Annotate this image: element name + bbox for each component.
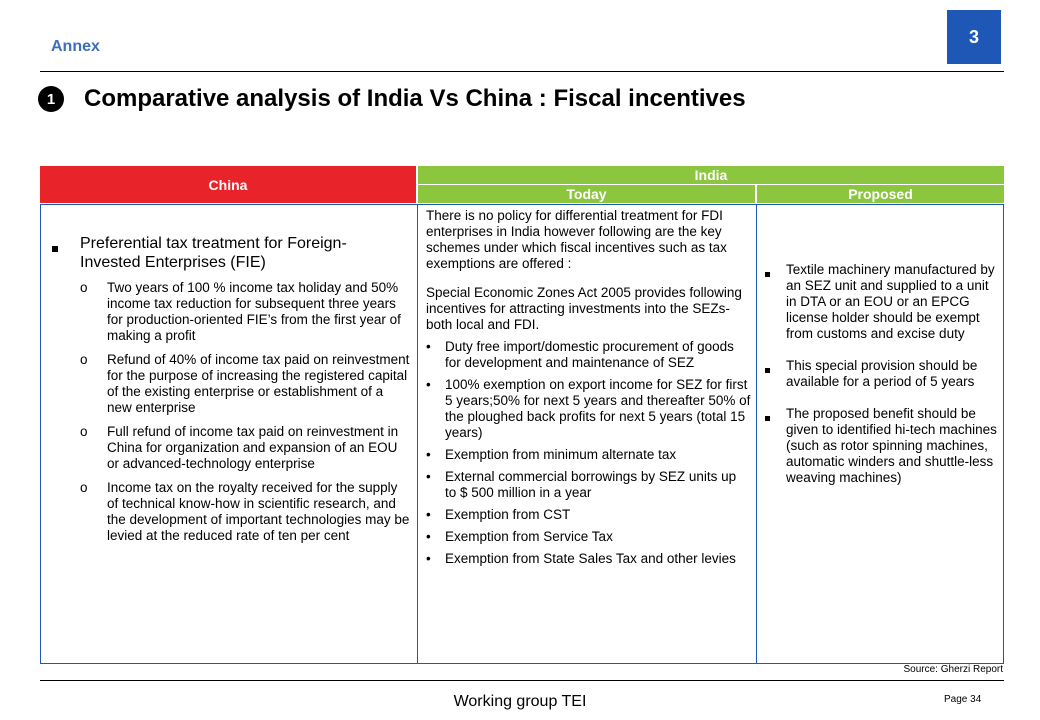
- china-main-bullet: [52, 234, 407, 272]
- today-list: [426, 339, 751, 567]
- list-item-text: Exemption from State Sales Tax and other levies: [445, 551, 736, 566]
- list-item-text: Income tax on the royalty received for the supply of technical know-how in scientific research, and the development of important technologies may be levied at the reduced rate of ten per cent: [107, 480, 410, 543]
- list-item-text: Two years of 100 % income tax holiday and 50% income tax reduction for subsequent three years for production-oriented FIE’s from the first year of making a profit: [107, 280, 401, 343]
- today-column-header: Today: [418, 185, 755, 203]
- square-bullet-icon: [765, 266, 770, 282]
- list-item-text: External commercial borrowings by SEZ units up to $ 500 million in a year: [445, 469, 737, 500]
- list-item-text: Exemption from Service Tax: [445, 529, 613, 544]
- list-item-text: Exemption from minimum alternate tax: [445, 447, 677, 462]
- list-item: [426, 469, 751, 501]
- circle-bullet-icon: o: [80, 480, 88, 495]
- circle-bullet-icon: o: [80, 280, 88, 295]
- list-item-text: Exemption from CST: [445, 507, 571, 522]
- dot-bullet-icon: •: [426, 447, 431, 462]
- list-item: [426, 529, 751, 545]
- list-item: [80, 352, 410, 416]
- page-number: Page 34: [944, 694, 982, 705]
- list-item: [426, 339, 751, 371]
- list-item-text: Textile machinery manufactured by an SEZ unit and supplied to a unit in DTA or an EOU or an EPCG license holder should be exempt from customs and excise duty: [786, 262, 995, 341]
- list-item: [765, 358, 997, 390]
- dot-bullet-icon: •: [426, 551, 431, 566]
- list-item-text: 100% exemption on export income for SEZ for first 5 years;50% for next 5 years and thereafter 50% of the ploughed back profits for next 5 years (total 15 years): [445, 377, 751, 440]
- footer-divider: [40, 680, 1004, 681]
- list-item: [80, 424, 410, 472]
- china-main-text: Preferential tax treatment for Foreign-Invested Enterprises (FIE): [80, 235, 347, 271]
- square-bullet-icon: [765, 362, 770, 378]
- today-intro: There is no policy for differential treatment for FDI enterprises in India however following are the key schemes under which fiscal incentives such as tax exemptions are offered :: [426, 208, 727, 271]
- annex-label: Annex: [51, 38, 100, 55]
- list-item: [426, 551, 751, 567]
- list-item-text: Refund of 40% of income tax paid on reinvestment for the purpose of increasing the registered capital of the existing enterprise or establishment of a new enterprise: [107, 352, 410, 415]
- list-item: [765, 406, 997, 486]
- source-note: Source: Gherzi Report: [903, 664, 1003, 675]
- dot-bullet-icon: •: [426, 529, 431, 544]
- dot-bullet-icon: •: [426, 377, 431, 392]
- china-sub-list: [80, 280, 410, 552]
- list-item: [426, 377, 751, 441]
- list-item: [765, 262, 997, 342]
- today-content: [426, 208, 751, 573]
- list-item: [80, 480, 410, 544]
- list-item-text: Full refund of income tax paid on reinvestment in China for organization and expansion of an EOU or advanced-technology enterprise: [107, 424, 399, 471]
- today-sez-intro: Special Economic Zones Act 2005 provides following incentives for attracting investments into the SEZs-both local and FDI.: [426, 285, 742, 332]
- list-item: [80, 280, 410, 344]
- list-item-text: This special provision should be available for a period of 5 years: [786, 358, 978, 389]
- proposed-column-header: Proposed: [757, 185, 1004, 203]
- dot-bullet-icon: •: [426, 469, 431, 484]
- section-badge: 3: [947, 10, 1001, 64]
- slide-number-badge: 1: [38, 86, 64, 112]
- dot-bullet-icon: •: [426, 339, 431, 354]
- square-bullet-icon: [52, 240, 58, 259]
- list-item-text: Duty free import/domestic procurement of goods for development and maintenance of SEZ: [445, 339, 734, 370]
- footer-title: Working group TEI: [453, 693, 587, 710]
- page-title: Comparative analysis of India Vs China : Fiscal incentives: [84, 85, 746, 112]
- list-item: [426, 447, 751, 463]
- india-column-header: India: [418, 166, 1004, 184]
- china-column-header: China: [40, 166, 416, 203]
- dot-bullet-icon: •: [426, 507, 431, 522]
- proposed-list: [765, 262, 997, 502]
- circle-bullet-icon: o: [80, 424, 88, 439]
- header-divider: [40, 71, 1004, 72]
- list-item: [426, 507, 751, 523]
- square-bullet-icon: [765, 410, 770, 426]
- list-item-text: The proposed benefit should be given to identified hi-tech machines (such as rotor spinning machines, automatic winders and shuttle-less weaving machines): [786, 406, 997, 485]
- circle-bullet-icon: o: [80, 352, 88, 367]
